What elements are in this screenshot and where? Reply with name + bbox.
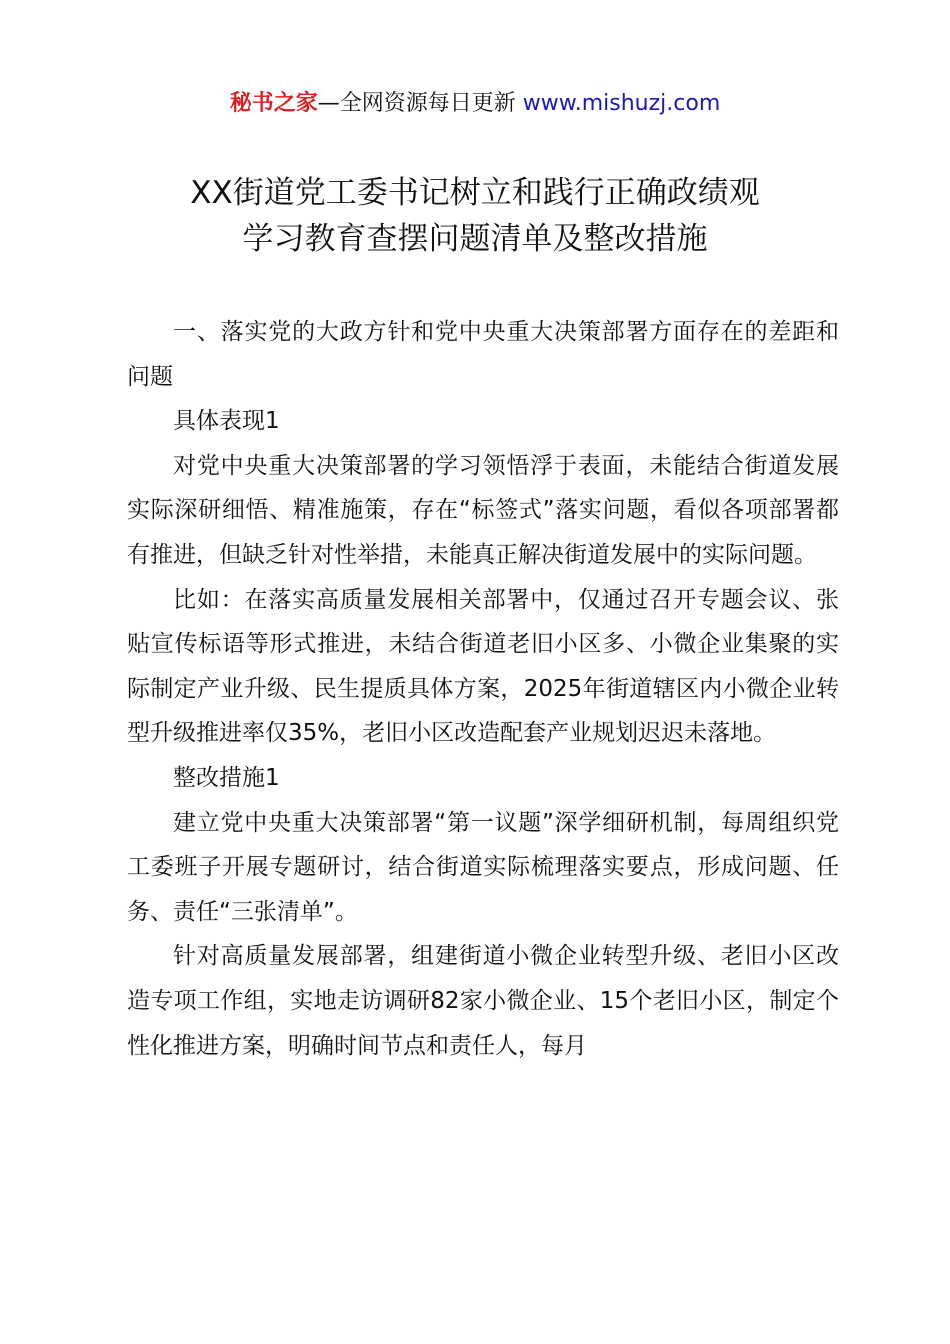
subheading-manifestation: 具体表现1 [173,408,280,435]
site-header [0,88,950,120]
title-line-1: XX街道党工委书记树立和践行正确政绩观 [190,175,760,211]
section-heading: 一、落实党的大政方针和党中央重大决策部署方面存在的差距和问题 [127,319,839,390]
document-title [60,170,890,262]
brand-name: 秘书之家 [229,91,318,116]
body-paragraph: 比如：在落实高质量发展相关部署中，仅通过召开专题会议、张贴宣传标语等形式推进，未结合街道老旧小区多、小微企业集聚的实际制定产业升级、民生提质具体方案，2025年街道辖区内小微企业转型升级推进率仅35%，老旧小区改造配套产业规划迟迟未落地。 [127,586,839,747]
body-paragraph: 建立党中央重大决策部署“第一议题”深学细研机制，每周组织党工委班子开展专题研讨，结合街道实际梳理落实要点，形成问题、任务、责任“三张清单”。 [127,809,839,925]
body-paragraph: 对党中央重大决策部署的学习领悟浮于表面，未能结合街道发展实际深研细悟、精准施策，存在“标签式”落实问题，看似各项部署都有推进，但缺乏针对性举措，未能真正解决街道发展中的实际问题。 [127,452,839,568]
document-body [127,310,839,1068]
title-line-2: 学习教育查摆问题清单及整改措施 [242,221,708,257]
site-url-link[interactable]: www.mishuzj.com [522,91,721,116]
subheading-rectification: 整改措施1 [173,764,280,791]
header-tagline: —全网资源每日更新 [317,91,523,116]
body-paragraph: 针对高质量发展部署，组建街道小微企业转型升级、老旧小区改造专项工作组，实地走访调研82家小微企业、15个老旧小区，制定个性化推进方案，明确时间节点和责任人，每月 [127,943,839,1059]
